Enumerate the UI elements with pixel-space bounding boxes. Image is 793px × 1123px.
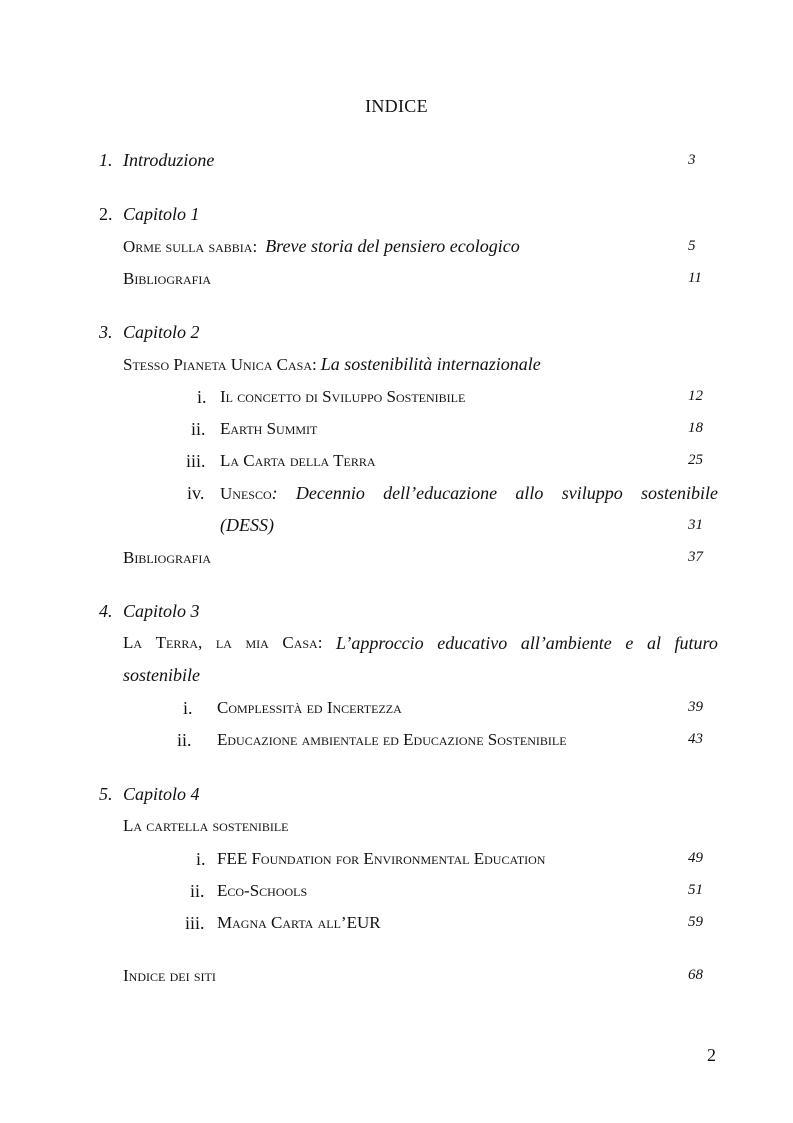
sites-index-page: 68 [688, 967, 703, 983]
chapter4-item-3-label: Magna Carta all’EUR [217, 913, 381, 932]
chapter3-subtitle-word: educativo [437, 633, 508, 653]
entry-intro-number: 1. [99, 150, 113, 170]
chapter2-subtitle [123, 355, 541, 374]
chapter1-subtitle-main: Orme sulla sabbia: [123, 237, 258, 256]
chapter2-item-2-page: 18 [688, 420, 703, 436]
chapter2-item-4-word: sviluppo [561, 483, 623, 503]
chapter2-item-1-label: Il concetto di Sviluppo Sostenibile [220, 387, 466, 406]
chapter3-subtitle-word: futuro [674, 633, 718, 653]
chapter4-item-2-page: 51 [688, 882, 703, 898]
chapter4-label: Capitolo 4 [123, 784, 200, 804]
chapter4-subtitle: La cartella sostenibile [123, 816, 289, 835]
chapter3-number: 4. [99, 601, 113, 621]
chapter3-item-1-page: 39 [688, 699, 703, 715]
chapter3-subtitle-word: Terra, [155, 633, 203, 652]
chapter2-subtitle-main: Stesso Pianeta Unica Casa: [123, 355, 317, 374]
chapter1-label: Capitolo 1 [123, 204, 200, 224]
chapter2-bibliography: Bibliografia [123, 548, 212, 567]
chapter2-item-3-number: iii. [186, 451, 206, 471]
chapter4-item-2-label: Eco-Schools [217, 881, 308, 900]
chapter1-bibliography: Bibliografia [123, 269, 212, 288]
chapter3-subtitle-word: e [625, 633, 634, 653]
chapter2-item-4-colon: : [271, 483, 278, 503]
chapter3-subtitle [123, 634, 718, 652]
chapter3-subtitle-word: all’ambiente [520, 633, 612, 653]
chapter1-bibliography-page: 11 [688, 270, 702, 286]
chapter2-item-4-unesco: Unesco [220, 484, 272, 503]
chapter4-item-3-number: iii. [185, 913, 205, 933]
chapter2-item-4-number: iv. [187, 483, 205, 503]
chapter3-item-2-label: Educazione ambientale ed Educazione Sostenibile [217, 730, 567, 749]
chapter3-item-1-label: Complessità ed Incertezza [217, 698, 402, 717]
chapter4-item-1-page: 49 [688, 850, 703, 866]
chapter2-item-4-word: Decennio [295, 483, 365, 503]
chapter2-item-2-label: Earth Summit [220, 419, 318, 438]
chapter4-item-3-page: 59 [688, 914, 703, 930]
chapter2-item-4-word: sostenibile [640, 483, 718, 503]
chapter3-subtitle-word: Casa: [282, 633, 323, 652]
chapter2-item-2-number: ii. [191, 419, 206, 439]
entry-intro-page: 3 [688, 152, 696, 168]
chapter2-item-4-head [220, 484, 278, 503]
chapter2-item-3-label: La Carta della Terra [220, 451, 376, 470]
page-number: 2 [707, 1045, 716, 1065]
chapter1-subtitle-page: 5 [688, 238, 696, 254]
chapter2-item-4-continuation: (DESS) [220, 515, 274, 535]
chapter2-item-4-word: dell’educazione [383, 483, 498, 503]
chapter3-subtitle-word: la [215, 633, 232, 652]
chapter3-item-2-number: ii. [177, 730, 192, 750]
chapter3-subtitle-word: L’approccio [336, 633, 424, 653]
chapter2-item-3-page: 25 [688, 452, 703, 468]
chapter3-subtitle-word: La [123, 633, 143, 652]
chapter1-number: 2. [99, 204, 113, 224]
chapter3-item-1-number: i. [183, 698, 193, 718]
chapter1-subtitle [123, 237, 520, 256]
chapter2-item-1-page: 12 [688, 388, 703, 404]
chapter2-item-4-word: allo [515, 483, 544, 503]
chapter4-item-1-label: FEE Foundation for Environmental Education [217, 849, 546, 868]
chapter2-item-4-label [220, 484, 718, 503]
chapter2-item-4-page: 31 [688, 517, 703, 533]
chapter2-bibliography-page: 37 [688, 549, 703, 565]
chapter3-item-2-page: 43 [688, 731, 703, 747]
entry-intro-label: Introduzione [123, 150, 215, 170]
chapter2-item-1-number: i. [197, 387, 207, 407]
chapter3-subtitle-continuation: sostenibile [123, 665, 200, 685]
chapter2-subtitle-italic: La sostenibilità internazionale [320, 354, 541, 374]
chapter2-label: Capitolo 2 [123, 322, 200, 342]
sites-index-label: Indice dei siti [123, 966, 216, 985]
chapter4-item-2-number: ii. [190, 881, 205, 901]
chapter2-number: 3. [99, 322, 113, 342]
chapter3-subtitle-word: al [646, 633, 661, 653]
chapter4-number: 5. [99, 784, 113, 804]
chapter3-label: Capitolo 3 [123, 601, 200, 621]
page-title: INDICE [365, 96, 428, 116]
chapter1-subtitle-italic: Breve storia del pensiero ecologico [265, 236, 520, 256]
chapter4-item-1-number: i. [196, 849, 206, 869]
chapter3-subtitle-word: mia [245, 633, 269, 652]
